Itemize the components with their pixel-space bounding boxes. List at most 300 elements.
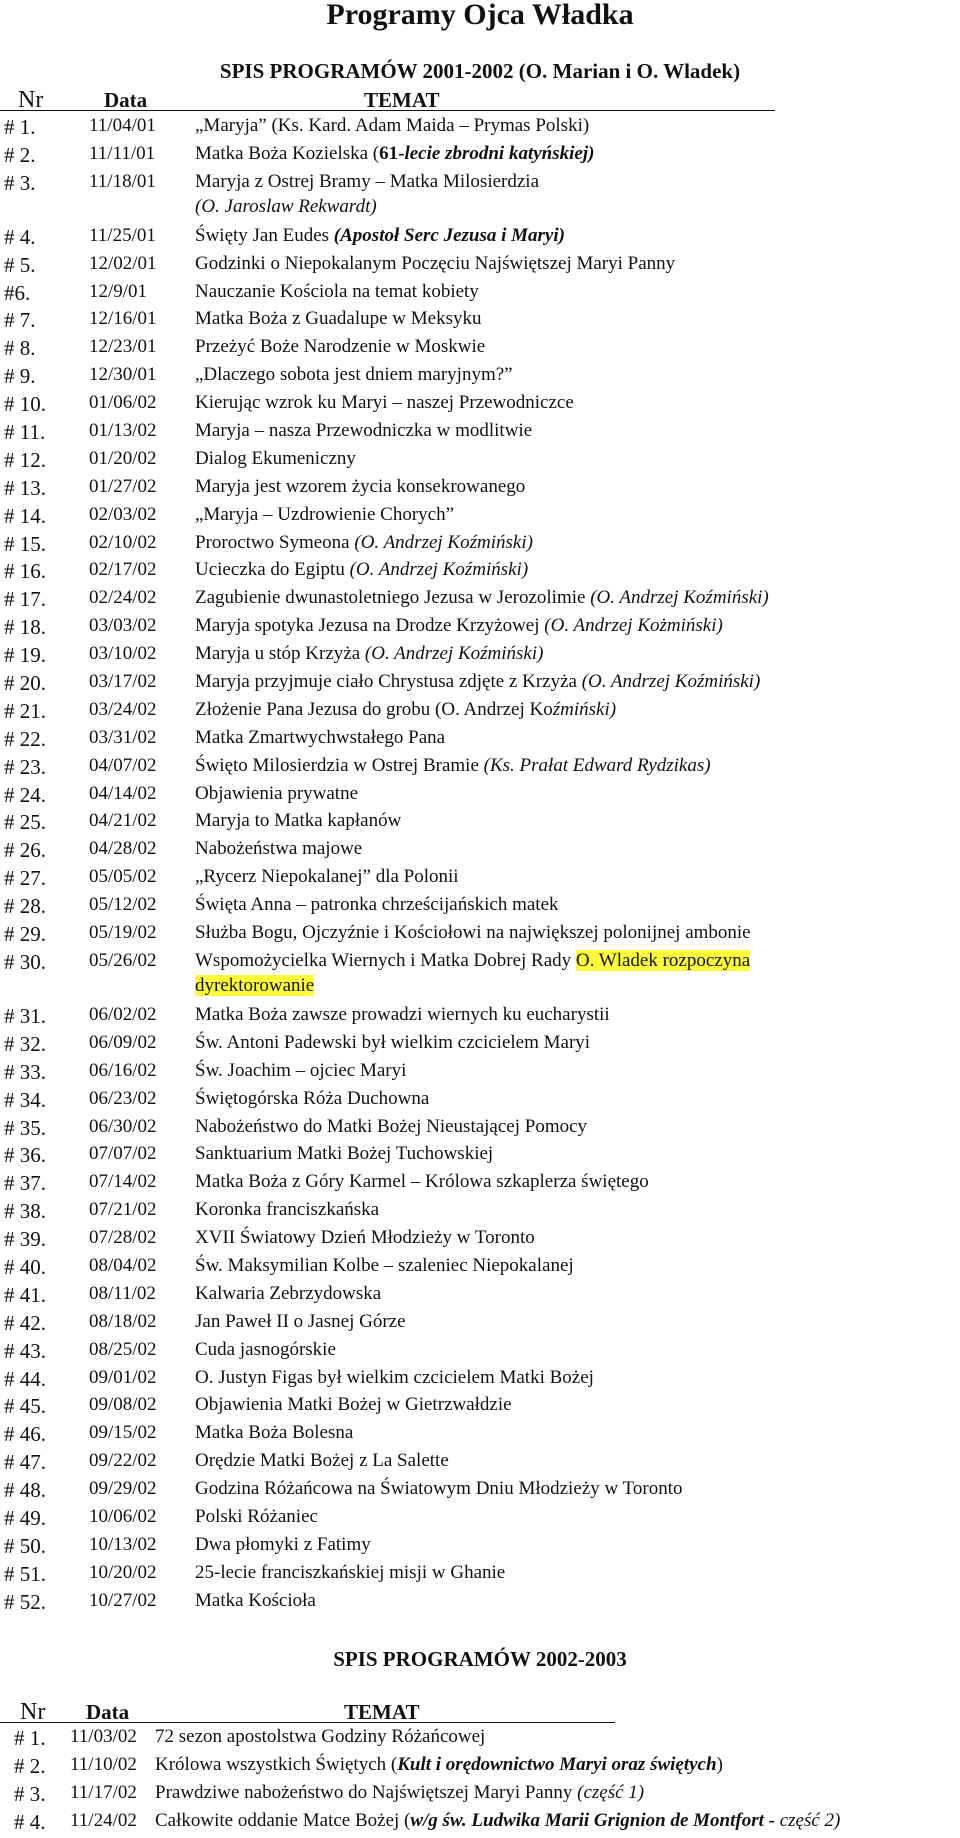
topic-highlight: O. Wladek rozpoczyna — [575, 949, 751, 971]
program-date: 11/24/02 — [70, 1809, 137, 1831]
table-row — [0, 334, 960, 362]
topic-text: Całkowite oddanie Matce Bożej ( — [155, 1809, 411, 1831]
topic-text: Kierując wzrok ku Maryi – naszej Przewodniczce — [195, 392, 574, 414]
program-date: 06/09/02 — [89, 1031, 157, 1053]
section-1-header-date: Data — [104, 88, 148, 112]
program-number: # 50. — [4, 1533, 46, 1558]
program-date: 04/28/02 — [89, 838, 157, 860]
program-topic — [195, 280, 479, 304]
program-number: # 30. — [4, 949, 46, 974]
program-number: # 24. — [4, 782, 46, 807]
program-date: 05/12/02 — [89, 894, 157, 916]
table-row — [0, 1281, 960, 1309]
table-row — [0, 1560, 960, 1588]
topic-text: Kalwaria Zebrzydowska — [195, 1282, 382, 1304]
program-date: 03/24/02 — [89, 698, 157, 720]
program-number: # 25. — [4, 810, 46, 835]
topic-text: Prawdziwe nabożeństwo do Najświętszej Maryi Panny — [155, 1781, 578, 1803]
program-number: # 43. — [4, 1338, 46, 1363]
program-topic — [155, 1781, 644, 1805]
program-topic — [195, 1087, 429, 1111]
program-number: # 35. — [4, 1115, 46, 1140]
program-date: 01/20/02 — [89, 447, 157, 469]
program-date: 12/9/01 — [89, 280, 148, 302]
table-row — [0, 418, 960, 446]
program-date: 07/21/02 — [89, 1199, 157, 1221]
topic-tail: ) — [716, 1753, 723, 1775]
program-date: 03/03/02 — [89, 615, 157, 637]
program-topic — [195, 1338, 336, 1362]
topic-italic: (Ks. Prałat Edward Rydzikas) — [483, 754, 711, 776]
program-topic — [195, 949, 750, 973]
table-row — [0, 251, 960, 279]
program-topic — [195, 1477, 682, 1501]
program-topic — [195, 363, 513, 387]
program-date: 01/27/02 — [89, 475, 157, 497]
program-topic — [155, 1725, 485, 1749]
topic-text: Matka Boża Bolesna — [195, 1422, 354, 1444]
program-date: 01/06/02 — [89, 392, 157, 414]
table-row — [0, 641, 960, 669]
program-number: # 42. — [4, 1310, 46, 1335]
program-topic — [195, 782, 358, 806]
program-topic — [195, 1059, 406, 1083]
topic-text: Maryja przyjmuje ciało Chrystusa zdjęte z Krzyża — [195, 671, 582, 693]
topic-text: „Rycerz Niepokalanej” dla Polonii — [195, 866, 459, 888]
topic-text: Dialog Ekumeniczny — [195, 447, 356, 469]
program-topic — [195, 475, 525, 499]
table-row — [0, 1780, 960, 1808]
table-row — [0, 808, 960, 836]
topic-text: Ucieczka do Egiptu — [195, 559, 350, 581]
topic-text: Jan Paweł II o Jasnej Górze — [195, 1310, 406, 1332]
program-topic — [195, 865, 459, 889]
topic-text: Królowa wszystkich Świętych ( — [155, 1753, 398, 1775]
table-row — [0, 557, 960, 585]
program-number: # 49. — [4, 1505, 46, 1530]
program-topic — [195, 114, 589, 138]
program-number: # 5. — [4, 252, 36, 277]
page-title: Programy Ojca Władka — [326, 0, 634, 31]
program-number: # 41. — [4, 1282, 46, 1307]
table-row — [0, 613, 960, 641]
program-number: # 36. — [4, 1143, 46, 1168]
table-row — [0, 502, 960, 530]
program-date: 04/07/02 — [89, 754, 157, 776]
table-row — [0, 1752, 960, 1780]
program-number: # 28. — [4, 894, 46, 919]
program-number: # 22. — [4, 726, 46, 751]
program-date: 04/21/02 — [89, 810, 157, 832]
program-date: 04/14/02 — [89, 782, 157, 804]
program-date: 03/17/02 — [89, 671, 157, 693]
program-date: 11/10/02 — [70, 1753, 137, 1775]
topic-text: Święto Milosierdzia w Ostrej Bramie — [195, 754, 484, 776]
program-number: # 3. — [4, 170, 36, 195]
program-date: 10/06/02 — [89, 1505, 157, 1527]
program-date: 09/29/02 — [89, 1478, 157, 1500]
program-number: # 9. — [4, 364, 36, 389]
program-number: # 51. — [4, 1561, 46, 1586]
table-row — [0, 864, 960, 892]
topic-bold-italic: lecie zbrodni katyńskiej) — [404, 142, 595, 164]
program-date: 02/24/02 — [89, 587, 157, 609]
program-topic — [195, 1505, 318, 1529]
topic-text: Matka Boża z Góry Karmel – Królowa szkaplerza świętego — [195, 1171, 649, 1193]
program-number: # 18. — [4, 615, 46, 640]
program-number: # 47. — [4, 1450, 46, 1475]
table-row — [0, 1114, 960, 1142]
program-date: 02/17/02 — [89, 559, 157, 581]
section-2-header-nr: Nr — [20, 1699, 46, 1725]
section-1-heading: SPIS PROGRAMÓW 2001-2002 (O. Marian i O. Wladek) — [219, 59, 741, 83]
program-number: # 4. — [14, 1809, 46, 1834]
program-number: # 38. — [4, 1199, 46, 1224]
program-number: # 15. — [4, 531, 46, 556]
topic-text: Świętogórska Róża Duchowna — [195, 1087, 430, 1109]
topic-text: Maryja to Matka kapłanów — [195, 810, 402, 832]
topic-text: Godzinki o Niepokalanym Poczęciu Najświętszej Maryi Panny — [195, 252, 676, 274]
table-row — [0, 1808, 960, 1836]
program-date: 07/28/02 — [89, 1227, 157, 1249]
table-row — [0, 1724, 960, 1752]
topic-bold: 61- — [379, 142, 405, 164]
topic-text: Matka Boża Kozielska ( — [195, 142, 380, 164]
program-topic — [195, 809, 401, 833]
topic-text: Sanktuarium Matki Bożej Tuchowskiej — [195, 1143, 494, 1165]
program-topic — [155, 1809, 840, 1833]
table-row — [0, 474, 960, 502]
table-row — [0, 1253, 960, 1281]
program-topic — [195, 307, 482, 331]
table-row — [0, 169, 960, 223]
program-number: # 4. — [4, 224, 36, 249]
program-date: 10/27/02 — [89, 1589, 157, 1611]
program-topic — [195, 503, 454, 527]
topic-second-line: (O. Jaroslaw Rekwardt) — [195, 195, 377, 217]
topic-text: Maryja u stóp Krzyża — [195, 643, 365, 665]
table-row — [0, 1141, 960, 1169]
program-number: # 14. — [4, 503, 46, 528]
program-number: # 39. — [4, 1227, 46, 1252]
program-topic — [195, 726, 445, 750]
program-date: 02/03/02 — [89, 503, 157, 525]
program-date: 05/05/02 — [89, 866, 157, 888]
program-date: 12/30/01 — [89, 364, 157, 386]
program-date: 11/25/01 — [89, 224, 156, 246]
program-topic — [195, 142, 594, 166]
program-date: 06/30/02 — [89, 1115, 157, 1137]
topic-text: Matka Boża z Guadalupe w Meksyku — [195, 308, 482, 330]
topic-text: Objawienia Matki Bożej w Gietrzwałdzie — [195, 1394, 512, 1416]
program-date: 12/16/01 — [89, 308, 157, 330]
topic-text: Godzina Różańcowa na Światowym Dniu Młodzieży w Toronto — [195, 1478, 683, 1500]
program-topic — [195, 642, 543, 666]
topic-text: Matka Kościoła — [195, 1589, 316, 1611]
topic-text: Święta Anna – patronka chrześcijańskich matek — [195, 894, 559, 916]
program-number: # 11. — [4, 420, 46, 445]
program-number: # 10. — [4, 392, 46, 417]
program-topic — [195, 921, 751, 945]
program-topic — [195, 1393, 512, 1417]
table-row — [0, 1532, 960, 1560]
table-row — [0, 1002, 960, 1030]
topic-text: Proroctwo Symeona — [195, 531, 355, 553]
program-topic — [195, 558, 528, 582]
program-topic — [195, 1170, 649, 1194]
program-number: # 16. — [4, 559, 46, 584]
program-number: # 52. — [4, 1589, 46, 1614]
table-row — [0, 892, 960, 920]
program-number: # 37. — [4, 1171, 46, 1196]
program-number: # 7. — [4, 308, 36, 333]
topic-text: O. Justyn Figas był wielkim czcicielem Matki Bożej — [195, 1366, 594, 1388]
program-date: 11/03/02 — [70, 1726, 137, 1747]
program-date: 03/10/02 — [89, 643, 157, 665]
table-row — [0, 306, 960, 334]
program-number: # 13. — [4, 475, 46, 500]
topic-text: Dwa płomyki z Fatimy — [195, 1533, 371, 1555]
topic-text: Maryja jest wzorem życia konsekrowanego — [195, 475, 526, 497]
program-topic — [195, 419, 532, 443]
program-number: # 46. — [4, 1422, 46, 1447]
topic-text: Św. Maksymilian Kolbe – szaleniec Niepokalanej — [195, 1254, 574, 1276]
table-row — [0, 223, 960, 251]
program-topic — [195, 170, 539, 194]
topic-text: Zagubienie dwunastoletniego Jezusa w Jerozolimie — [195, 587, 591, 609]
program-number: # 31. — [4, 1003, 46, 1028]
program-number: # 45. — [4, 1394, 46, 1419]
program-topic — [195, 1589, 316, 1613]
topic-text: „Maryja” (Ks. Kard. Adam Maida – Prymas Polski) — [195, 115, 590, 136]
program-topic — [195, 224, 565, 248]
topic-text: XVII Światowy Dzień Młodzieży w Toronto — [195, 1227, 535, 1249]
program-number: # 27. — [4, 866, 46, 891]
program-date: 11/11/01 — [89, 142, 156, 164]
program-date: 09/15/02 — [89, 1422, 157, 1444]
topic-italic: (O. Andrzej Koźmiński) — [364, 643, 544, 665]
program-topic — [195, 1561, 505, 1585]
topic-italic: część 2) — [774, 1809, 841, 1831]
topic-text: Matka Boża zawsze prowadzi wiernych ku eucharystii — [195, 1003, 610, 1025]
program-topic — [195, 1449, 449, 1473]
topic-text: Objawienia prywatne — [195, 782, 359, 804]
section-2-header-rule — [0, 1722, 615, 1723]
section-1-header-nr: Nr — [18, 87, 44, 113]
table-row — [0, 390, 960, 418]
program-number: # 26. — [4, 838, 46, 863]
topic-text: „Maryja – Uzdrowienie Chorych” — [195, 503, 455, 525]
topic-italic: (O. Andrzej Koźmiński) — [581, 671, 761, 693]
program-date: 06/16/02 — [89, 1059, 157, 1081]
program-topic — [195, 1142, 493, 1166]
program-date: 06/23/02 — [89, 1087, 157, 1109]
program-topic — [195, 586, 769, 610]
section-1-table — [0, 113, 960, 1616]
table-row — [0, 1420, 960, 1448]
program-topic — [195, 335, 485, 359]
program-number: # 33. — [4, 1059, 46, 1084]
table-row — [0, 948, 960, 1002]
topic-text: Św. Antoni Padewski był wielkim czcicielem Maryi — [195, 1031, 591, 1053]
program-date: 05/19/02 — [89, 922, 157, 944]
topic-italic: (O. Andrzej Koźmiński) — [590, 587, 769, 609]
section-2-table — [0, 1724, 960, 1836]
topic-text: Nabożeństwa majowe — [195, 838, 363, 860]
table-row — [0, 1225, 960, 1253]
topic-italic: (O. Andrzej Koźmiński) — [349, 559, 529, 581]
topic-bold-italic: (Apostoł Serc Jezusa i Maryi) — [333, 224, 565, 246]
section-1-header-rule — [0, 110, 775, 111]
program-topic — [195, 531, 533, 555]
table-row — [0, 1504, 960, 1532]
program-number: # 21. — [4, 698, 46, 723]
program-number: # 8. — [4, 336, 36, 361]
table-row — [0, 530, 960, 558]
topic-text: Maryja spotyka Jezusa na Drodze Krzyżowej — [195, 615, 545, 637]
table-row — [0, 446, 960, 474]
topic-text: Maryja z Ostrej Bramy – Matka Milosierdzia — [195, 170, 540, 192]
program-topic — [195, 754, 711, 778]
table-row — [0, 362, 960, 390]
program-topic — [195, 1254, 574, 1278]
program-number: # 17. — [4, 587, 46, 612]
program-topic — [195, 1310, 406, 1334]
program-number: # 3. — [14, 1781, 46, 1806]
program-topic — [195, 670, 760, 694]
table-row — [0, 1309, 960, 1337]
program-number: #6. — [4, 280, 31, 305]
table-row — [0, 1058, 960, 1086]
program-date: 09/22/02 — [89, 1450, 157, 1472]
topic-text: Nabożeństwo do Matki Bożej Nieustającej Pomocy — [195, 1115, 588, 1137]
topic-text: Służba Bogu, Ojczyźnie i Kościołowi na największej polonijnej ambonie — [195, 922, 751, 944]
program-date: 09/08/02 — [89, 1394, 157, 1416]
program-date: 03/31/02 — [89, 726, 157, 748]
program-number: # 34. — [4, 1087, 46, 1112]
topic-text: Cuda jasnogórskie — [195, 1338, 336, 1360]
table-row — [0, 836, 960, 864]
program-number: # 2. — [14, 1753, 46, 1778]
table-row — [0, 697, 960, 725]
program-date: 07/07/02 — [89, 1143, 157, 1165]
section-2-header-topic: TEMAT — [344, 1700, 420, 1724]
program-date: 11/18/01 — [89, 170, 156, 192]
program-topic — [195, 1198, 379, 1222]
program-topic — [195, 1003, 610, 1027]
program-date: 08/11/02 — [89, 1282, 156, 1304]
program-date: 09/01/02 — [89, 1366, 157, 1388]
topic-italic: (część 1) — [577, 1781, 645, 1803]
program-topic — [195, 893, 559, 917]
program-date: 08/25/02 — [89, 1338, 157, 1360]
topic-text: 25-lecie franciszkańskiej misji w Ghanie — [195, 1561, 506, 1583]
program-date: 10/13/02 — [89, 1533, 157, 1555]
program-date: 11/04/01 — [89, 115, 156, 136]
topic-text: Koronka franciszkańska — [195, 1199, 380, 1221]
table-row — [0, 585, 960, 613]
table-row — [0, 141, 960, 169]
program-number: # 29. — [4, 922, 46, 947]
topic-highlight: dyrektorowanie — [195, 974, 315, 996]
program-topic — [195, 614, 723, 638]
program-number: # 1. — [4, 115, 36, 139]
section-1-header-topic: TEMAT — [364, 88, 440, 112]
program-number: # 48. — [4, 1478, 46, 1503]
topic-text: Matka Zmartwychwstałego Pana — [195, 726, 446, 748]
program-number: # 20. — [4, 671, 46, 696]
program-topic — [195, 1421, 353, 1445]
topic-text: Św. Joachim – ojciec Maryi — [195, 1059, 407, 1081]
topic-bold-italic: Kult i orędownictwo Maryi oraz świętych — [397, 1753, 717, 1775]
table-row — [0, 1588, 960, 1616]
section-2-header-date: Data — [86, 1700, 130, 1724]
table-row — [0, 1448, 960, 1476]
table-row — [0, 1197, 960, 1225]
program-number: # 44. — [4, 1366, 46, 1391]
table-row — [0, 1030, 960, 1058]
program-topic — [195, 1226, 535, 1250]
program-topic — [155, 1753, 723, 1777]
topic-text: Przeżyć Boże Narodzenie w Moskwie — [195, 336, 486, 358]
table-row — [0, 1476, 960, 1504]
table-row — [0, 753, 960, 781]
program-number: # 19. — [4, 643, 46, 668]
topic-italic: (O. Andrzej Koźmiński) — [354, 531, 533, 553]
program-number: # 2. — [4, 142, 36, 167]
program-topic — [195, 837, 362, 861]
table-row — [0, 1337, 960, 1365]
table-row — [0, 279, 960, 307]
table-row — [0, 1169, 960, 1197]
program-date: 06/02/02 — [89, 1003, 157, 1025]
topic-text: Święty Jan Eudes — [195, 224, 334, 246]
topic-text: 72 sezon apostolstwa Godziny Różańcowej — [155, 1726, 486, 1747]
topic-bold-italic: w/g św. Ludwika Marii Grignion de Montfort - — [410, 1809, 775, 1831]
program-topic — [195, 698, 616, 722]
program-date: 07/14/02 — [89, 1171, 157, 1193]
topic-text: Maryja – nasza Przewodniczka w modlitwie — [195, 420, 533, 442]
program-topic — [195, 1115, 587, 1139]
topic-text: Złożenie Pana Jezusa do grobu (O. Andrzej Ko — [195, 698, 553, 720]
program-topic — [195, 1533, 371, 1557]
topic-italic: źmiński) — [552, 698, 617, 720]
topic-text: Orędzie Matki Bożej z La Salette — [195, 1450, 449, 1472]
program-date: 01/13/02 — [89, 420, 157, 442]
program-date: 10/20/02 — [89, 1561, 157, 1583]
topic-text: Nauczanie Kościola na temat kobiety — [195, 280, 479, 302]
program-date: 12/23/01 — [89, 336, 157, 358]
program-date: 05/26/02 — [89, 949, 157, 971]
program-topic — [195, 447, 356, 471]
program-number: # 40. — [4, 1254, 46, 1279]
topic-text: Polski Różaniec — [195, 1505, 318, 1527]
program-date: 11/17/02 — [70, 1781, 137, 1803]
program-date: 12/02/01 — [89, 252, 157, 274]
topic-text: „Dlaczego sobota jest dniem maryjnym?” — [195, 364, 513, 386]
program-date: 08/04/02 — [89, 1254, 157, 1276]
table-row — [0, 669, 960, 697]
program-topic — [195, 1031, 590, 1055]
program-number: # 12. — [4, 447, 46, 472]
table-row — [0, 725, 960, 753]
program-topic — [195, 252, 675, 276]
program-number: # 32. — [4, 1031, 46, 1056]
program-date: 08/18/02 — [89, 1310, 157, 1332]
table-row — [0, 781, 960, 809]
program-number: # 23. — [4, 754, 46, 779]
program-topic — [195, 391, 574, 415]
